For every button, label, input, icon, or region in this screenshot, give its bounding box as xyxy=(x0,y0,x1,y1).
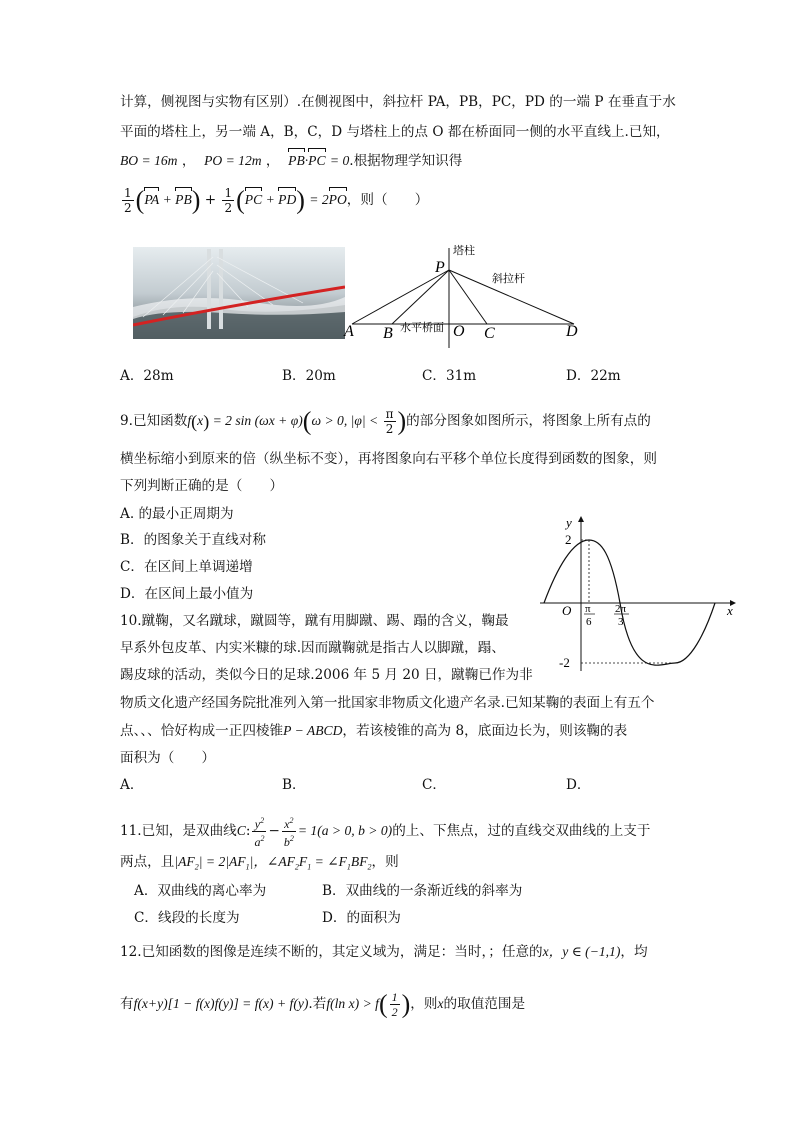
q8-option-b[interactable]: B．20m xyxy=(282,368,336,384)
graph-origin: O xyxy=(562,603,572,618)
point-b: B xyxy=(383,325,393,342)
graph-x-label: x xyxy=(727,603,733,618)
q10-option-c[interactable]: C． xyxy=(422,777,446,793)
q10-line4: 物质文化遗产经国务院批准列入第一批国家非物质文化遗产名录.已知某鞠的表面上有五个 xyxy=(120,695,655,711)
cable-stay-diagram xyxy=(342,240,592,350)
q10-option-b[interactable]: B． xyxy=(282,777,306,793)
graph-y-min: -2 xyxy=(559,655,570,670)
label-cable: 斜拉杆 xyxy=(492,272,525,285)
q12-line2: 有f(x+y)[1 − f(x)f(y)] = f(x) + f(y).若f(ln x) > f( $\frac{1}{2}$ )，则x的取值范围是 xyxy=(120,989,526,1019)
label-tower: 塔柱 xyxy=(453,244,475,257)
bo-value: BO = 16m xyxy=(120,153,178,168)
q9-option-d[interactable]: D．在区间上最小值为 xyxy=(120,586,254,602)
point-d: D xyxy=(566,323,578,340)
q8-formula: $\frac{1}{2}$ (PA + PB) + $\frac{1}{2}$ (PC + PD) = 2PO，则（ ） xyxy=(124,185,429,215)
q10-line6: 面积为（ ） xyxy=(120,750,216,766)
q11-line2: 两点，且$|AF_2| = 2|AF_1|$，$\angle AF_2F_1$ = $\angle F_1BF_2$，则 xyxy=(120,854,399,872)
q10-line2: 早系外包皮革、内实米糠的球.因而蹴鞠就是指古人以脚蹴，蹋、 xyxy=(120,640,505,656)
point-o: O xyxy=(453,323,465,340)
graph-y-label: y xyxy=(566,515,572,530)
q8-line2: 平面的塔柱上，另一端 A，B，C，D 与塔柱上的点 O 都在桥面同一侧的水平直线上.已知， xyxy=(120,124,670,140)
q9-option-c[interactable]: C．在区间上单调递增 xyxy=(120,559,253,575)
q9-option-b[interactable]: B．的图象关于直线对称 xyxy=(120,532,266,548)
sine-graph xyxy=(535,513,745,673)
dot-product: PB·PC xyxy=(288,153,325,168)
q11-option-c[interactable]: C．线段的长度为 xyxy=(134,910,240,926)
po-value: PO = 12m xyxy=(204,153,262,168)
q11-option-b[interactable]: B．双曲线的一条渐近线的斜率为 xyxy=(322,883,523,899)
tick2-den: 3 xyxy=(618,616,624,628)
tick2-num: 2π xyxy=(615,603,627,615)
q8-line1: 计算，侧视图与实物有区别）.在侧视图中，斜拉杆 PA，PB，PC，PD 的一端 P 在垂直于水 xyxy=(120,94,676,110)
q11-option-d[interactable]: D．的面积为 xyxy=(322,910,401,926)
graph-y-max: 2 xyxy=(565,532,572,547)
point-a: A xyxy=(344,323,354,340)
q11-option-a[interactable]: A．双曲线的离心率为 xyxy=(134,883,267,899)
q10-option-a[interactable]: A． xyxy=(120,777,144,793)
q8-option-d[interactable]: D．22m xyxy=(566,368,621,384)
q9-option-a[interactable]: A. 的最小正周期为 xyxy=(120,506,234,522)
q12-line1: 12.已知函数的图像是连续不断的，其定义域为，满足：当时，；任意的x，y ∈ (−1,1)，均 xyxy=(120,944,648,960)
q9-line2: 横坐标缩小到原来的倍（纵坐标不变），再将图象向右平移个单位长度得到函数的图象，则 xyxy=(120,451,657,467)
q8-option-c[interactable]: C．31m xyxy=(422,368,477,384)
q8-line3: BO = 16m ， PO = 12m ， PB·PC = 0.根据物理学知识得 xyxy=(120,153,463,169)
q10-line5: 点、、、恰好构成一正四棱锥P − ABCD，若该棱锥的高为 8，底面边长为，则该鞠的表 xyxy=(120,723,628,739)
tick1-den: 6 xyxy=(586,616,592,628)
q11-line1: 11.已知，是双曲线C: $\frac{y^2}{a^2}$ − $\frac{x^2}{b^2}$ = 1(a > 0, b > 0)的上、下焦点，过的直线交双曲线的上支于 xyxy=(120,816,651,849)
q10-option-d[interactable]: D． xyxy=(566,777,591,793)
q9-line3: 下列判断正确的是（ ） xyxy=(120,478,284,494)
bridge-photo xyxy=(133,247,345,339)
tick1-num: π xyxy=(585,603,591,615)
point-p: P xyxy=(435,259,445,276)
point-c: C xyxy=(484,325,495,342)
label-bridge: 水平桥面 xyxy=(400,321,444,334)
q8-option-a[interactable]: A．28m xyxy=(120,368,174,384)
q10-line3: 踢皮球的活动，类似今日的足球.2006 年 5 月 20 日，蹴鞠已作为非 xyxy=(120,667,533,683)
q9-line1: 9.已知函数f(x) = 2 sin (ωx + φ)(ω > 0, |φ| < $\frac{\pi}{2}$ )的部分图象如图所示，将图象上所有点的 xyxy=(120,406,651,436)
q10-line1: 10.蹴鞠，又名蹴球，蹴圆等，蹴有用脚蹴、踢、蹋的含义，鞠最 xyxy=(120,613,509,629)
